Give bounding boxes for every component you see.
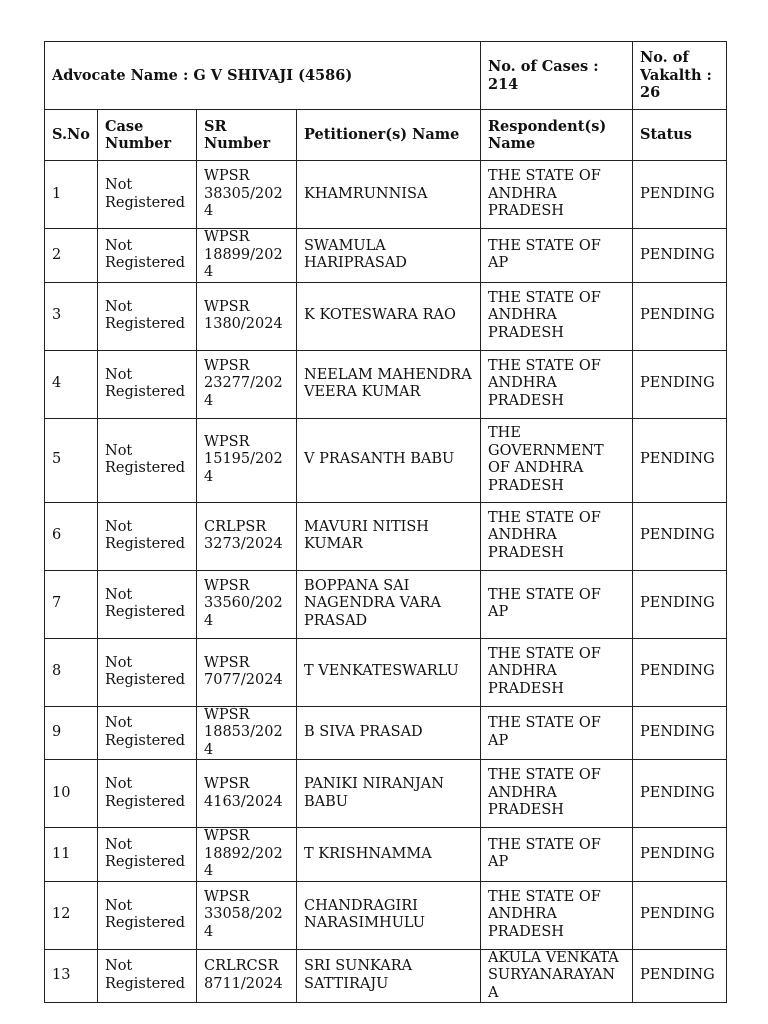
row-sr-number: WPSR 18853/2024 xyxy=(197,706,297,760)
table-row xyxy=(45,282,727,350)
row-petitioner: SWAMULA HARIPRASAD xyxy=(297,229,481,283)
table-row xyxy=(45,881,727,949)
row-petitioner: T KRISHNAMMA xyxy=(297,828,481,882)
row-case-number: Not Registered xyxy=(98,161,197,229)
row-case-number: Not Registered xyxy=(98,638,197,706)
row-respondent: THE STATE OF ANDHRA PRADESH xyxy=(481,282,633,350)
row-sno: 12 xyxy=(45,881,98,949)
vakalth-count: No. of Vakalth : 26 xyxy=(633,42,727,110)
row-petitioner: B SIVA PRASAD xyxy=(297,706,481,760)
row-sr-number: WPSR 33058/2024 xyxy=(197,881,297,949)
row-respondent: THE STATE OF ANDHRA PRADESH xyxy=(481,638,633,706)
row-petitioner: BOPPANA SAI NAGENDRA VARA PRASAD xyxy=(297,570,481,638)
cases-count: No. of Cases : 214 xyxy=(481,42,633,110)
table-row xyxy=(45,949,727,1003)
row-status: PENDING xyxy=(633,949,727,1003)
row-respondent: THE STATE OF AP xyxy=(481,229,633,283)
row-sno: 11 xyxy=(45,828,98,882)
row-status: PENDING xyxy=(633,350,727,418)
row-respondent: THE STATE OF ANDHRA PRADESH xyxy=(481,350,633,418)
row-status: PENDING xyxy=(633,760,727,828)
row-status: PENDING xyxy=(633,828,727,882)
row-sno: 1 xyxy=(45,161,98,229)
table-row xyxy=(45,229,727,283)
table-row xyxy=(45,350,727,418)
column-header-respondent: Respondent(s) Name xyxy=(481,110,633,161)
row-petitioner: K KOTESWARA RAO xyxy=(297,282,481,350)
row-sno: 10 xyxy=(45,760,98,828)
row-status: PENDING xyxy=(633,638,727,706)
row-respondent: THE STATE OF AP xyxy=(481,706,633,760)
row-sr-number: WPSR 33560/2024 xyxy=(197,570,297,638)
row-petitioner: MAVURI NITISH KUMAR xyxy=(297,502,481,570)
row-case-number: Not Registered xyxy=(98,828,197,882)
table-row xyxy=(45,638,727,706)
advocate-header-row xyxy=(45,42,727,110)
row-petitioner: SRI SUNKARA SATTIRAJU xyxy=(297,949,481,1003)
row-sr-number: CRLRCSR 8711/2024 xyxy=(197,949,297,1003)
row-sno: 4 xyxy=(45,350,98,418)
column-header-case-number: Case Number xyxy=(98,110,197,161)
row-respondent: THE STATE OF ANDHRA PRADESH xyxy=(481,161,633,229)
table-row xyxy=(45,418,727,502)
row-petitioner: T VENKATESWARLU xyxy=(297,638,481,706)
row-respondent: THE STATE OF ANDHRA PRADESH xyxy=(481,760,633,828)
row-petitioner: V PRASANTH BABU xyxy=(297,418,481,502)
column-header-row xyxy=(45,110,727,161)
row-petitioner: KHAMRUNNISA xyxy=(297,161,481,229)
row-sno: 7 xyxy=(45,570,98,638)
row-sr-number: WPSR 4163/2024 xyxy=(197,760,297,828)
row-case-number: Not Registered xyxy=(98,418,197,502)
row-respondent: THE GOVERNMENT OF ANDHRA PRADESH xyxy=(481,418,633,502)
row-case-number: Not Registered xyxy=(98,350,197,418)
row-respondent: THE STATE OF AP xyxy=(481,570,633,638)
table-row xyxy=(45,502,727,570)
table-row xyxy=(45,570,727,638)
advocate-name: Advocate Name : G V SHIVAJI (4586) xyxy=(45,42,481,110)
table-row xyxy=(45,161,727,229)
column-header-sr-number: SR Number xyxy=(197,110,297,161)
row-case-number: Not Registered xyxy=(98,502,197,570)
row-petitioner: PANIKI NIRANJAN BABU xyxy=(297,760,481,828)
row-petitioner: CHANDRAGIRI NARASIMHULU xyxy=(297,881,481,949)
row-case-number: Not Registered xyxy=(98,949,197,1003)
row-sr-number: WPSR 15195/2024 xyxy=(197,418,297,502)
row-status: PENDING xyxy=(633,418,727,502)
column-header-petitioner: Petitioner(s) Name xyxy=(297,110,481,161)
row-respondent: THE STATE OF ANDHRA PRADESH xyxy=(481,502,633,570)
row-case-number: Not Registered xyxy=(98,706,197,760)
row-sr-number: WPSR 18899/2024 xyxy=(197,229,297,283)
row-case-number: Not Registered xyxy=(98,881,197,949)
row-case-number: Not Registered xyxy=(98,570,197,638)
row-case-number: Not Registered xyxy=(98,282,197,350)
row-sno: 5 xyxy=(45,418,98,502)
row-respondent: THE STATE OF ANDHRA PRADESH xyxy=(481,881,633,949)
row-status: PENDING xyxy=(633,502,727,570)
row-petitioner: NEELAM MAHENDRA VEERA KUMAR xyxy=(297,350,481,418)
row-sno: 9 xyxy=(45,706,98,760)
row-sr-number: WPSR 23277/2024 xyxy=(197,350,297,418)
row-status: PENDING xyxy=(633,161,727,229)
row-sr-number: WPSR 18892/2024 xyxy=(197,828,297,882)
column-header-sno: S.No xyxy=(45,110,98,161)
row-respondent: THE STATE OF AP xyxy=(481,828,633,882)
row-sno: 3 xyxy=(45,282,98,350)
row-respondent: AKULA VENKATA SURYANARAYANA xyxy=(481,949,633,1003)
table-row xyxy=(45,706,727,760)
row-status: PENDING xyxy=(633,229,727,283)
cases-table xyxy=(44,41,727,1003)
row-sr-number: WPSR 1380/2024 xyxy=(197,282,297,350)
row-status: PENDING xyxy=(633,881,727,949)
row-sr-number: CRLPSR 3273/2024 xyxy=(197,502,297,570)
row-case-number: Not Registered xyxy=(98,760,197,828)
table-row xyxy=(45,760,727,828)
row-status: PENDING xyxy=(633,282,727,350)
row-sno: 13 xyxy=(45,949,98,1003)
table-row xyxy=(45,828,727,882)
row-sno: 2 xyxy=(45,229,98,283)
row-sr-number: WPSR 38305/2024 xyxy=(197,161,297,229)
row-status: PENDING xyxy=(633,706,727,760)
row-sr-number: WPSR 7077/2024 xyxy=(197,638,297,706)
row-case-number: Not Registered xyxy=(98,229,197,283)
row-status: PENDING xyxy=(633,570,727,638)
row-sno: 8 xyxy=(45,638,98,706)
column-header-status: Status xyxy=(633,110,727,161)
row-sno: 6 xyxy=(45,502,98,570)
